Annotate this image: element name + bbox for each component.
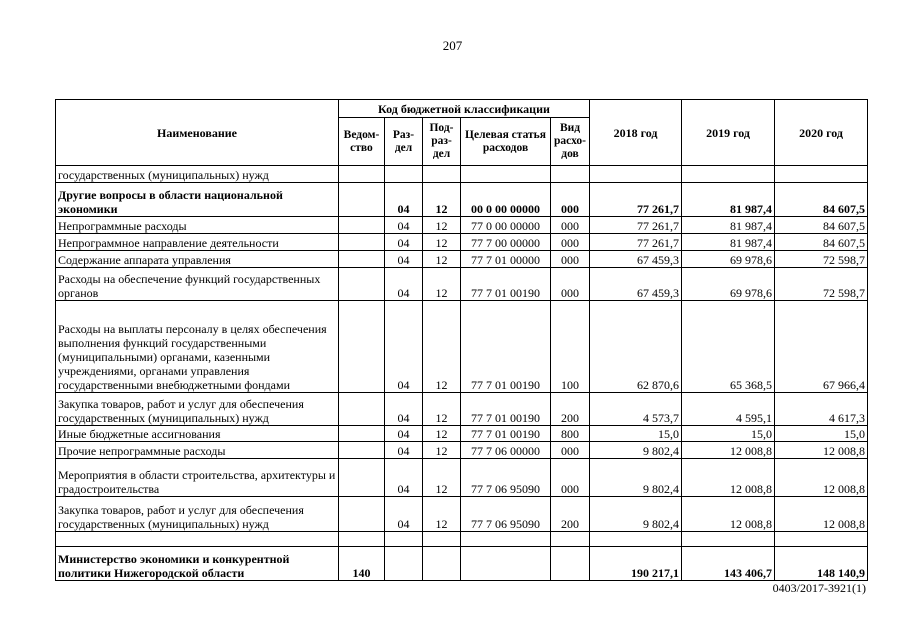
table-row — [56, 166, 868, 183]
table-row — [56, 251, 868, 268]
row-razdel: 04 — [385, 393, 423, 426]
row-value-2019: 69 978,6 — [682, 251, 775, 268]
row-podrazdel: 12 — [423, 301, 461, 393]
header-target-article: Целевая статья расходов — [461, 118, 551, 166]
row-value-2018: 9 802,4 — [590, 442, 682, 459]
budget-table — [55, 99, 868, 581]
table-row — [56, 234, 868, 251]
row-expense-type — [551, 166, 590, 183]
row-value-2020: 12 008,8 — [775, 459, 868, 497]
row-expense-type: 000 — [551, 251, 590, 268]
row-vedomstvo — [339, 497, 385, 532]
row-value-2020: 15,0 — [775, 426, 868, 442]
table-body — [56, 166, 868, 581]
table-row — [56, 497, 868, 532]
document-code: 0403/2017-3921(1) — [772, 581, 866, 595]
row-name: Мероприятия в области строительства, архитектуры и градостроительства — [56, 459, 339, 497]
row-podrazdel: 12 — [423, 393, 461, 426]
row-name: Расходы на обеспечение функций государственных органов — [56, 268, 339, 301]
header-2018: 2018 год — [590, 100, 682, 166]
row-value-2020 — [775, 532, 868, 547]
row-value-2019: 12 008,8 — [682, 459, 775, 497]
table-row — [56, 301, 868, 393]
row-vedomstvo — [339, 234, 385, 251]
row-value-2018 — [590, 532, 682, 547]
row-vedomstvo — [339, 459, 385, 497]
row-value-2019: 12 008,8 — [682, 497, 775, 532]
row-target-article: 77 7 01 00190 — [461, 301, 551, 393]
row-razdel: 04 — [385, 268, 423, 301]
table-row — [56, 183, 868, 217]
row-target-article — [461, 547, 551, 581]
page-number: 207 — [442, 38, 463, 53]
row-value-2020: 12 008,8 — [775, 442, 868, 459]
row-value-2020: 84 607,5 — [775, 234, 868, 251]
row-razdel — [385, 547, 423, 581]
row-vedomstvo — [339, 268, 385, 301]
row-target-article: 77 7 00 00000 — [461, 234, 551, 251]
row-expense-type: 200 — [551, 393, 590, 426]
table-row — [56, 532, 868, 547]
header-expense-type: Вид расхо-дов — [551, 118, 590, 166]
table-row — [56, 268, 868, 301]
row-name: Содержание аппарата управления — [56, 251, 339, 268]
row-vedomstvo — [339, 426, 385, 442]
row-value-2020: 4 617,3 — [775, 393, 868, 426]
row-razdel: 04 — [385, 426, 423, 442]
row-podrazdel: 12 — [423, 268, 461, 301]
row-value-2019: 69 978,6 — [682, 268, 775, 301]
row-podrazdel: 12 — [423, 234, 461, 251]
header-2019: 2019 год — [682, 100, 775, 166]
row-vedomstvo — [339, 442, 385, 459]
header-name: Наименование — [56, 100, 339, 166]
header-podrazdel: Под-раз-дел — [423, 118, 461, 166]
row-name: Прочие непрограммные расходы — [56, 442, 339, 459]
row-value-2020: 84 607,5 — [775, 217, 868, 234]
row-target-article: 00 0 00 00000 — [461, 183, 551, 217]
header-vedomstvo: Ведом-ство — [339, 118, 385, 166]
row-expense-type: 200 — [551, 497, 590, 532]
row-value-2020 — [775, 166, 868, 183]
row-value-2019: 65 368,5 — [682, 301, 775, 393]
row-podrazdel — [423, 547, 461, 581]
row-podrazdel: 12 — [423, 459, 461, 497]
row-name — [56, 532, 339, 547]
table-row — [56, 426, 868, 442]
row-value-2018: 77 261,7 — [590, 234, 682, 251]
row-razdel: 04 — [385, 459, 423, 497]
row-target-article: 77 7 06 95090 — [461, 459, 551, 497]
row-target-article: 77 7 01 00190 — [461, 268, 551, 301]
row-vedomstvo — [339, 183, 385, 217]
row-value-2018: 9 802,4 — [590, 459, 682, 497]
row-value-2019 — [682, 166, 775, 183]
row-name: Непрограммное направление деятельности — [56, 234, 339, 251]
header-budget-code-group: Код бюджетной классификации — [339, 100, 590, 118]
row-value-2020: 148 140,9 — [775, 547, 868, 581]
row-podrazdel: 12 — [423, 497, 461, 532]
row-value-2018: 62 870,6 — [590, 301, 682, 393]
row-vedomstvo — [339, 166, 385, 183]
row-value-2019: 81 987,4 — [682, 217, 775, 234]
row-razdel: 04 — [385, 497, 423, 532]
header-2020: 2020 год — [775, 100, 868, 166]
row-target-article: 77 7 01 00190 — [461, 426, 551, 442]
row-value-2018: 67 459,3 — [590, 251, 682, 268]
row-expense-type: 000 — [551, 217, 590, 234]
row-target-article: 77 7 06 95090 — [461, 497, 551, 532]
row-expense-type: 000 — [551, 459, 590, 497]
row-target-article: 77 0 00 00000 — [461, 217, 551, 234]
row-podrazdel: 12 — [423, 217, 461, 234]
row-podrazdel — [423, 166, 461, 183]
row-vedomstvo — [339, 251, 385, 268]
row-value-2018: 190 217,1 — [590, 547, 682, 581]
table-row — [56, 459, 868, 497]
row-target-article — [461, 166, 551, 183]
row-razdel — [385, 532, 423, 547]
row-value-2018: 9 802,4 — [590, 497, 682, 532]
row-name: Непрограммные расходы — [56, 217, 339, 234]
row-value-2020: 67 966,4 — [775, 301, 868, 393]
table-row — [56, 217, 868, 234]
table-row — [56, 442, 868, 459]
row-value-2018: 67 459,3 — [590, 268, 682, 301]
row-value-2019: 12 008,8 — [682, 442, 775, 459]
row-value-2019: 4 595,1 — [682, 393, 775, 426]
table-row — [56, 547, 868, 581]
row-target-article: 77 7 06 00000 — [461, 442, 551, 459]
row-value-2019 — [682, 532, 775, 547]
row-value-2018: 77 261,7 — [590, 217, 682, 234]
row-value-2020: 84 607,5 — [775, 183, 868, 217]
row-value-2018 — [590, 166, 682, 183]
row-expense-type: 000 — [551, 442, 590, 459]
row-expense-type — [551, 532, 590, 547]
row-name: Закупка товаров, работ и услуг для обеспечения государственных (муниципальных) нужд — [56, 393, 339, 426]
row-value-2018: 77 261,7 — [590, 183, 682, 217]
row-value-2018: 15,0 — [590, 426, 682, 442]
row-vedomstvo — [339, 532, 385, 547]
row-razdel: 04 — [385, 442, 423, 459]
row-value-2020: 72 598,7 — [775, 251, 868, 268]
row-razdel: 04 — [385, 183, 423, 217]
row-name: Иные бюджетные ассигнования — [56, 426, 339, 442]
row-value-2018: 4 573,7 — [590, 393, 682, 426]
row-podrazdel: 12 — [423, 251, 461, 268]
table-row — [56, 393, 868, 426]
row-expense-type: 000 — [551, 268, 590, 301]
row-target-article: 77 7 01 00000 — [461, 251, 551, 268]
row-expense-type: 000 — [551, 234, 590, 251]
row-razdel — [385, 166, 423, 183]
row-value-2019: 143 406,7 — [682, 547, 775, 581]
row-name: государственных (муниципальных) нужд — [56, 166, 339, 183]
row-value-2019: 15,0 — [682, 426, 775, 442]
row-expense-type: 000 — [551, 183, 590, 217]
row-razdel: 04 — [385, 217, 423, 234]
row-vedomstvo: 140 — [339, 547, 385, 581]
row-razdel: 04 — [385, 234, 423, 251]
row-vedomstvo — [339, 393, 385, 426]
row-razdel: 04 — [385, 301, 423, 393]
row-expense-type: 100 — [551, 301, 590, 393]
row-value-2019: 81 987,4 — [682, 183, 775, 217]
header-razdel: Раз-дел — [385, 118, 423, 166]
row-name: Министерство экономики и конкурентной политики Нижегородской области — [56, 547, 339, 581]
row-value-2020: 72 598,7 — [775, 268, 868, 301]
row-podrazdel — [423, 532, 461, 547]
row-target-article — [461, 532, 551, 547]
row-target-article: 77 7 01 00190 — [461, 393, 551, 426]
row-value-2020: 12 008,8 — [775, 497, 868, 532]
row-podrazdel: 12 — [423, 442, 461, 459]
row-vedomstvo — [339, 217, 385, 234]
row-podrazdel: 12 — [423, 426, 461, 442]
row-vedomstvo — [339, 301, 385, 393]
row-podrazdel: 12 — [423, 183, 461, 217]
row-name: Закупка товаров, работ и услуг для обеспечения государственных (муниципальных) нужд — [56, 497, 339, 532]
row-expense-type — [551, 547, 590, 581]
row-razdel: 04 — [385, 251, 423, 268]
row-expense-type: 800 — [551, 426, 590, 442]
row-name: Расходы на выплаты персоналу в целях обеспечения выполнения функций государственными (муниципальными) органами, казенными учреждениями, органами управления государственными внебюджетными фондами — [56, 301, 339, 393]
row-name: Другие вопросы в области национальной экономики — [56, 183, 339, 217]
row-value-2019: 81 987,4 — [682, 234, 775, 251]
